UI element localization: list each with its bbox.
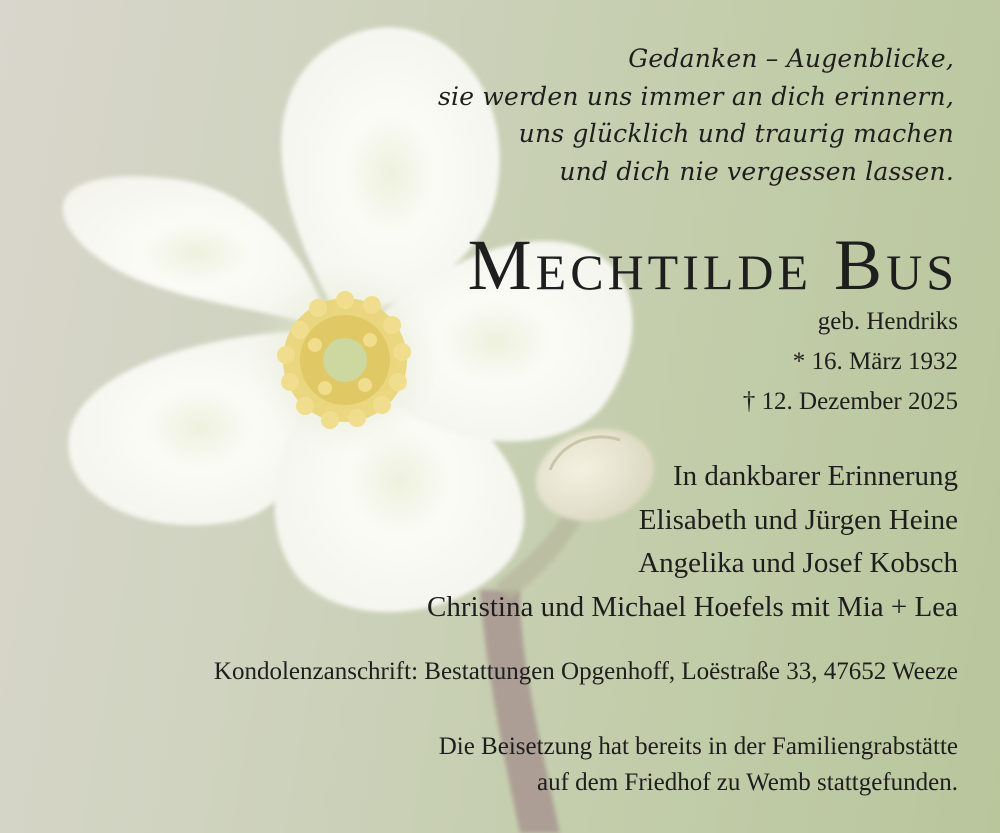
mourners-line: Elisabeth und Jürgen Heine	[638, 503, 958, 536]
birth-date: * 16. März 1932	[792, 348, 958, 375]
mourners-line: Christina und Michael Hoefels mit Mia + Lea	[427, 590, 958, 623]
mourners-line: In dankbarer Erinnerung	[672, 460, 958, 492]
poem-line: Gedanken – Augenblicke,	[628, 44, 954, 73]
memorial-poem	[438, 40, 954, 190]
mourners-list	[427, 455, 958, 629]
mourners-line: Angelika und Josef Kobsch	[638, 547, 958, 579]
deceased-name: Mechtilde Bus	[467, 225, 958, 305]
poem-line: und dich nie vergessen lassen.	[559, 156, 954, 186]
burial-notice	[439, 729, 958, 801]
burial-line: auf dem Friedhof zu Wemb stattgefunden.	[536, 769, 958, 796]
maiden-name: geb. Hendriks	[817, 308, 958, 335]
condolence-address: Kondolenzanschrift: Bestattungen Opgenhoff, Loëstraße 33, 47652 Weeze	[213, 658, 958, 685]
poem-line: sie werden uns immer an dich erinnern,	[438, 81, 954, 111]
poem-line: uns glücklich und traurig machen	[518, 119, 954, 148]
death-date: † 12. Dezember 2025	[742, 388, 958, 415]
deceased-details	[743, 302, 958, 422]
burial-line: Die Beisetzung hat bereits in der Familiengrabstätte	[438, 733, 958, 760]
